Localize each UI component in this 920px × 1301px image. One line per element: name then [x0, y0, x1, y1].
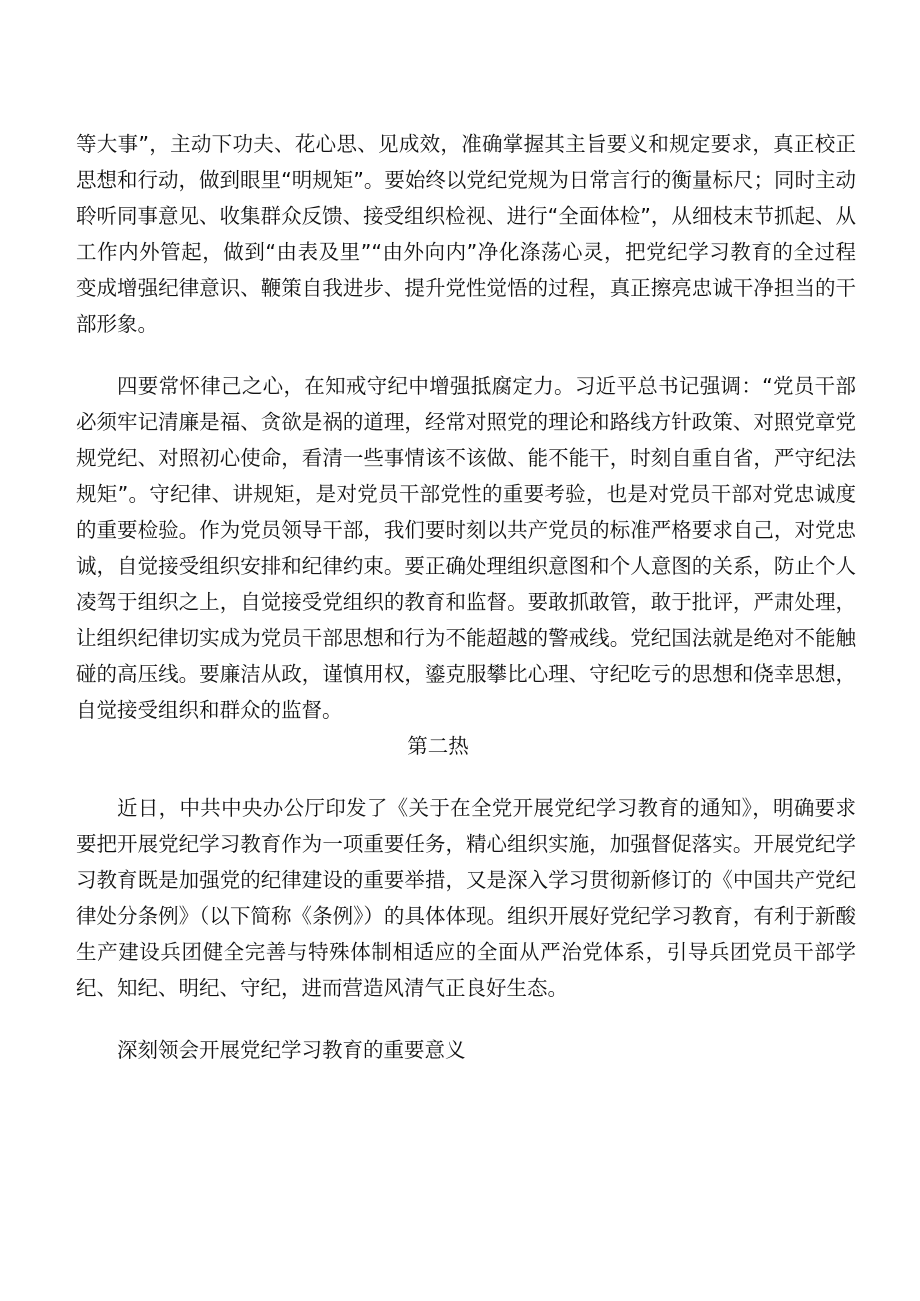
sub-heading: 深刻领会开展党纪学习教育的重要意义	[117, 1038, 466, 1062]
body-paragraph-1: 等大事”，主动下功夫、花心思、见成效，准确掌握其主旨要义和规定要求，真正校正思想和行动，做到眼里“明规矩”。要始终以党纪党规为日常言行的衡量标尺；同时主动聆听同事意见、收集群众反馈、接受组织检视、进行“全面体检”，从细枝末节抓起、从工作内外管起，做到“由表及里”“由外向内”净化涤荡心灵，把党纪学习教育的全过程变成增强纪律意识、鞭策自我进步、提升党性觉悟的过程，真正擦亮忠诚干净担当的干部形象。	[76, 132, 856, 336]
document-page	[76, 126, 856, 1068]
body-paragraph-2: 四要常怀律己之心，在知戒守纪中增强抵腐定力。习近平总书记强调：“党员干部必须牢记清廉是福、贪欲是祸的道理，经常对照党的理论和路线方针政策、对照党章党规党纪、对照初心使命，看清一些事情该不该做、能不能干，时刻自重自省，严守纪法规矩”。守纪律、讲规矩，是对党员干部党性的重要考验，也是对党员干部对党忠诚度的重要检验。作为党员领导干部，我们要时刻以共产党员的标准严格要求自己，对党忠诚，自觉接受组织安排和纪律约束。要正确处理组织意图和个人意图的关系，防止个人凌驾于组织之上，自觉接受党组织的教育和监督。要敢抓敢管，敢于批评，严肃处理，让组织纪律切实成为党员干部思想和行为不能超越的警戒线。党纪国法就是绝对不能触碰的高压线。要廉洁从政，谨慎用权，鎏克服攀比心理、守纪吃亏的思想和侥幸思想，自觉接受组织和群众的监督。	[76, 374, 856, 722]
section-paragraph: 近日，中共中央办公厅印发了《关于在全党开展党纪学习教育的通知》，明确要求要把开展党纪学习教育作为一项重要任务，精心组织实施，加强督促落实。开展党纪学习教育既是加强党的纪律建设的重要举措，又是深入学习贯彻新修订的《中国共产党纪律处分条例》（以下简称《条例》）的具体体现。组织开展好党纪学习教育，有利于新酸生产建设兵团健全完善与特殊体制相适应的全面从严治党体系，引导兵团党员干部学纪、知纪、明纪、守纪，进而营造风清气正良好生态。	[76, 796, 856, 1000]
section-title: 第二热	[407, 734, 469, 758]
